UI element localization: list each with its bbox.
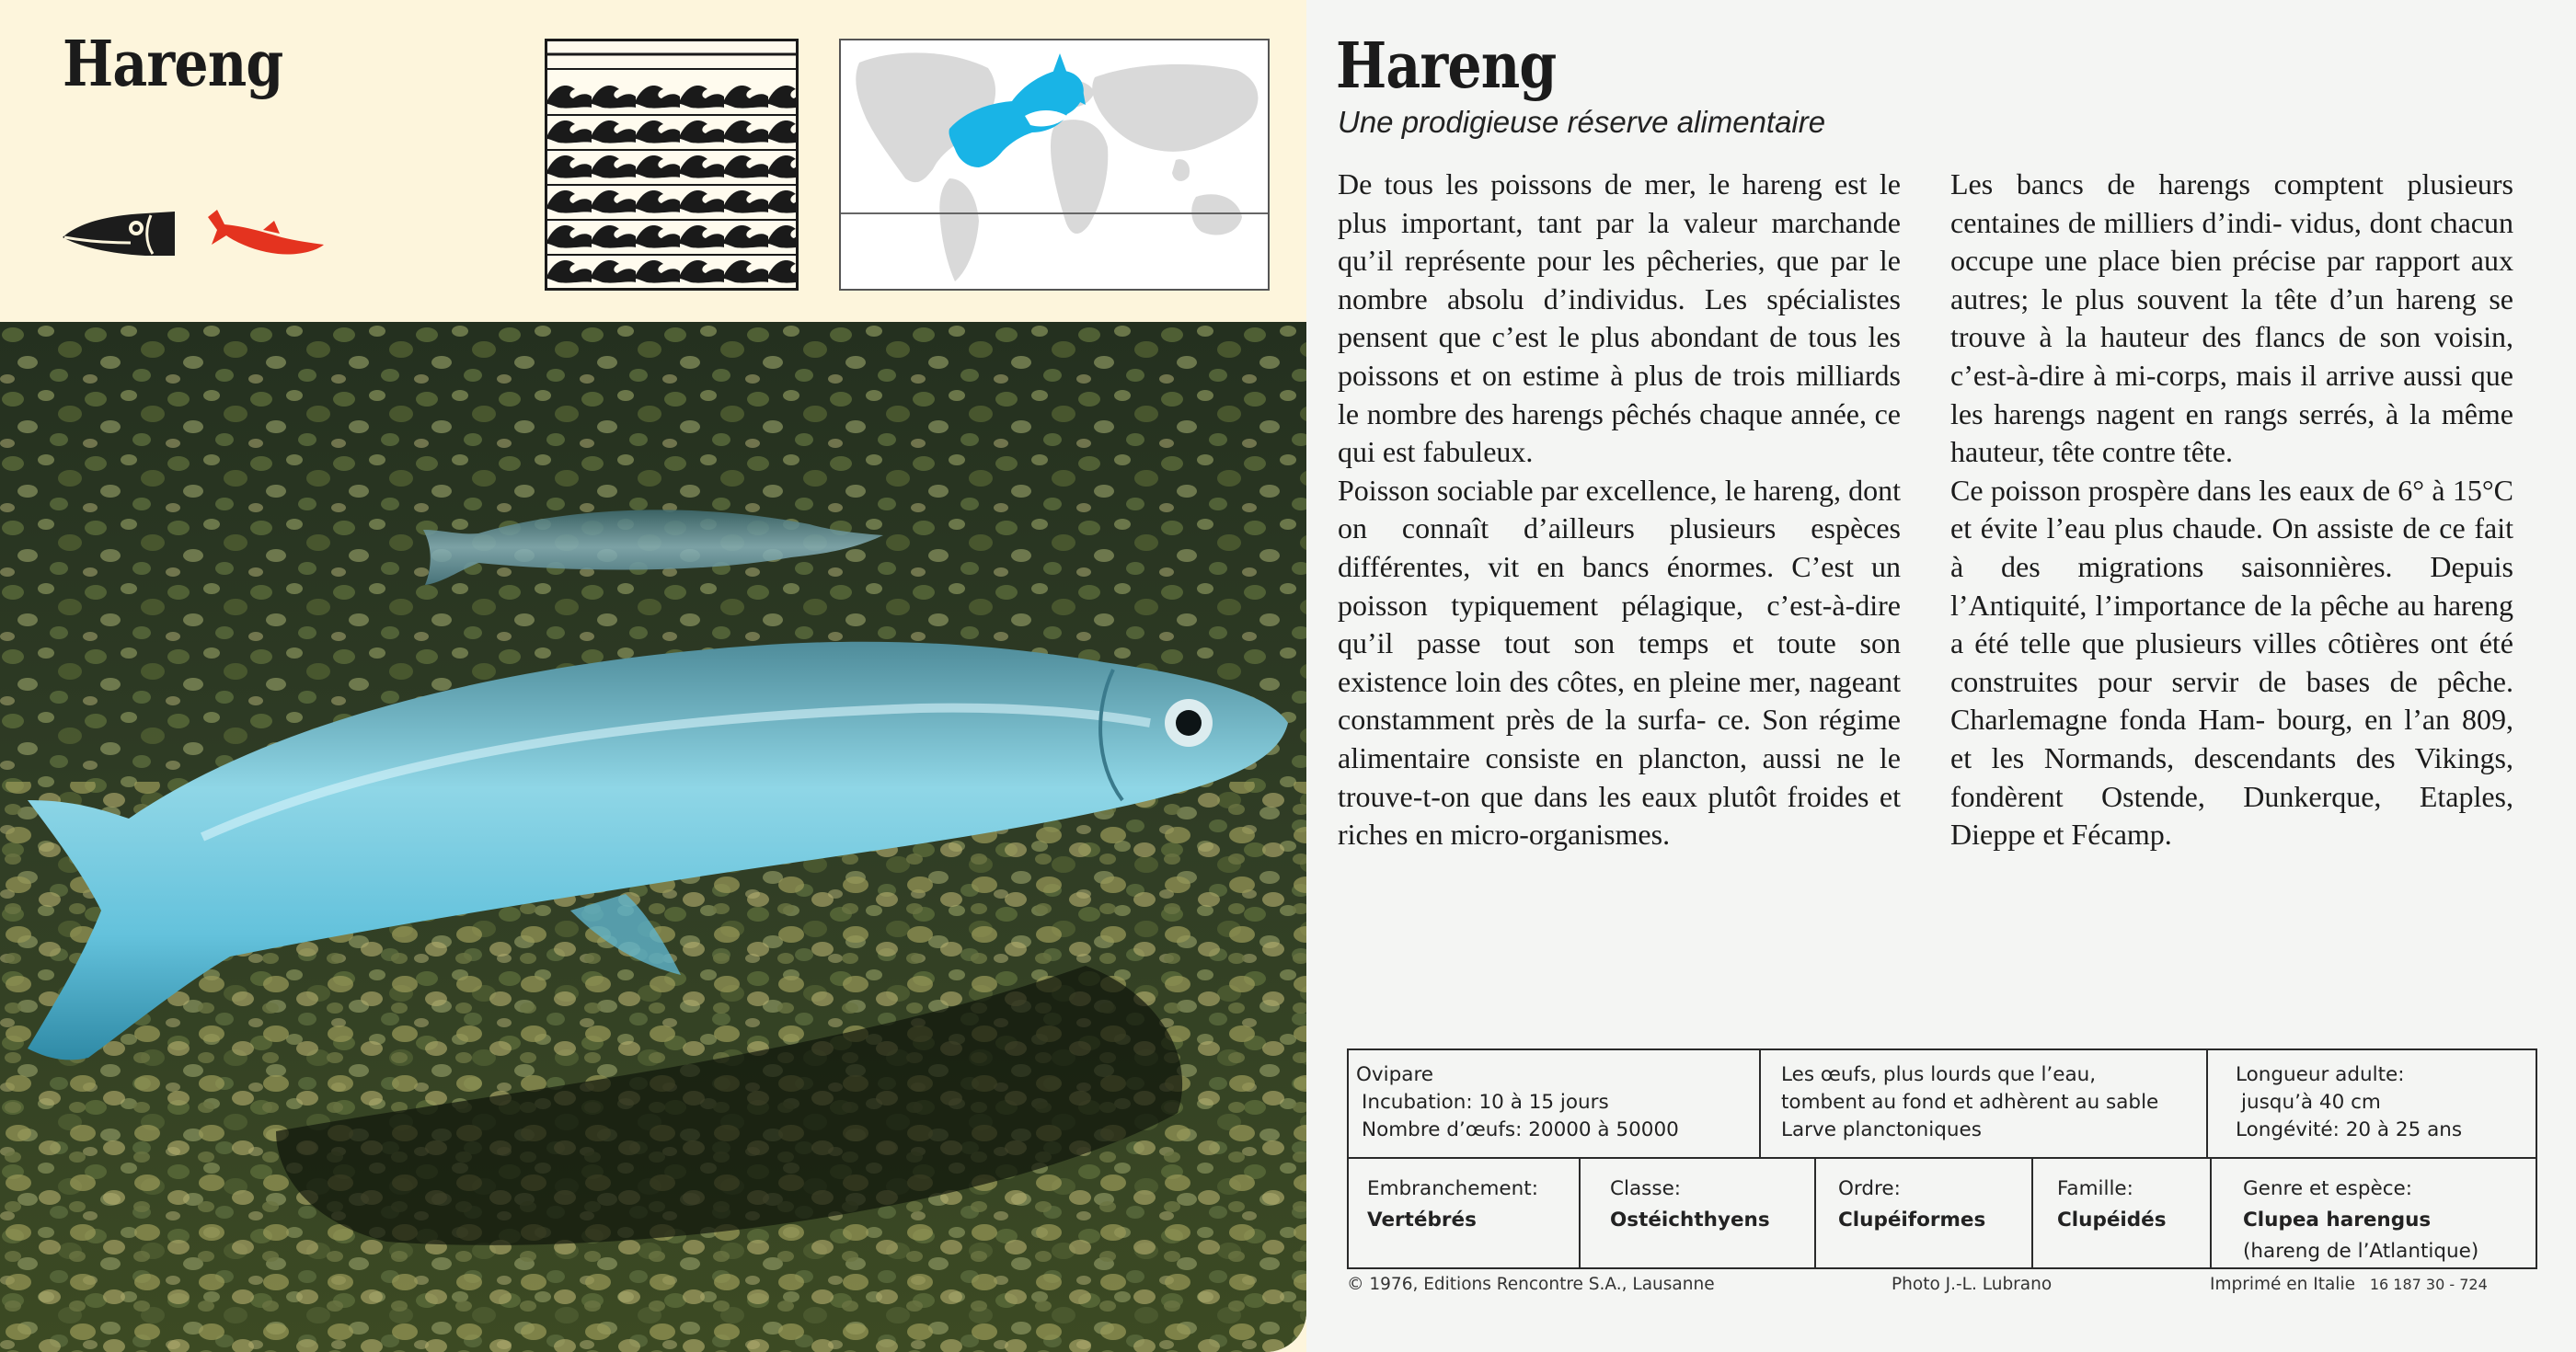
print-info [2210, 1275, 2488, 1294]
larva-info: Larve planctoniques [1781, 1118, 1982, 1141]
right-card-title: Hareng [1336, 29, 1557, 103]
eggs-info-line-1: Les œufs, plus lourds que l’eau, [1781, 1063, 2097, 1086]
size-cell [2208, 1050, 2536, 1157]
distribution-map [839, 39, 1270, 291]
info-table [1347, 1048, 2537, 1269]
ordre-value: Clupéiformes [1838, 1209, 1986, 1232]
genre-value: Clupea harengus [2243, 1209, 2432, 1232]
adult-length-value: jusqu’à 40 cm [2241, 1091, 2381, 1114]
text-column-1 [1338, 166, 1901, 854]
left-card-title: Hareng [63, 28, 283, 101]
paragraph-4: Ce poisson prospère dans les eaux de 6° à 15°C et évite l’eau plus chaude. On assiste de ce fait à des migrations saisonnières. Depuis l’Antiquité, l’importance de la pêche au hareng a été telle que plusieurs villes côtières ont été construites pour servir de bases de pêche. Charlemagne fonda Ham- bourg, en l’an 809, et les Normands, descendants des Vikings, fondèrent Ostende, Dunkerque, Etaples, Dieppe et Fécamp. [1950, 473, 2513, 852]
herring-photo-illustration [0, 322, 1306, 1352]
subtitle: Une prodigieuse réserve alimentaire [1338, 105, 1826, 139]
biology-row [1349, 1050, 2536, 1159]
text-column-2 [1950, 166, 2513, 854]
eggs-info-line-2: tombent au fond et adhèrent au sable [1781, 1091, 2159, 1114]
genre-label: Genre et espèce: [2243, 1177, 2413, 1200]
ordre-cell [1816, 1159, 2033, 1267]
photo-credit: Photo J.-L. Lubrano [1892, 1275, 2053, 1294]
taxonomy-row [1349, 1159, 2536, 1267]
eggs-cell [1761, 1050, 2208, 1157]
ordre-label: Ordre: [1838, 1177, 1901, 1200]
genre-cell [2212, 1159, 2536, 1267]
reproduction-cell [1349, 1050, 1761, 1157]
incubation-info: Incubation: 10 à 15 jours [1362, 1091, 1609, 1114]
classe-cell [1581, 1159, 1816, 1267]
habitat-waves-diagram [545, 39, 799, 291]
longevity-info: Longévité: 20 à 25 ans [2236, 1118, 2463, 1141]
embranchement-value: Vertébrés [1367, 1209, 1477, 1232]
egg-count-info: Nombre d’œufs: 20000 à 50000 [1362, 1118, 1679, 1141]
herring-head-silhouette-icon [61, 206, 177, 261]
famille-label: Famille: [2057, 1177, 2133, 1200]
paragraph-2: Poisson sociable par excellence, le hareng, dont on connaît d’ailleurs plusieurs espèces différentes, vit en bancs énormes. C’est un poisson typiquement pélagique, c’est-à-dire qu’il passe tout son temps et toute son existence loin des côtes, en pleine mer, nageant constamment près de la surfa- ce. Son régime alimentaire consiste en plancton, aussi ne le trouve-t-on que dans les eaux plutôt froides et riches en micro-organismes. [1338, 473, 1901, 852]
right-card [1306, 0, 2576, 1352]
famille-value: Clupéidés [2057, 1209, 2167, 1232]
printed-in: Imprimé en Italie [2210, 1275, 2355, 1294]
paragraph-3: Les bancs de harengs comptent plusieurs centaines de milliers d’indi- vidus, dont chacun occupe une place bien précise par rapport aux autres; le plus souvent la tête d’un hareng se trouve à la hauteur des flancs de son voisin, c’est-à-dire à mi-corps, mais il arrive aussi que les harengs nagent en rangs serrés, à la même hauteur, tête contre tête. [1950, 167, 2513, 469]
herring-photo [0, 322, 1306, 1352]
reproduction-type: Ovipare [1356, 1063, 1434, 1086]
classe-label: Classe: [1610, 1177, 1682, 1200]
embranchement-cell [1349, 1159, 1581, 1267]
copyright-text: © 1976, Editions Rencontre S.A., Lausanne [1347, 1275, 1715, 1294]
adult-length-label: Longueur adulte: [2236, 1063, 2405, 1086]
genre-common-name: (hareng de l’Atlantique) [2243, 1240, 2479, 1263]
world-distribution-map-icon [841, 40, 1268, 289]
classe-value: Ostéichthyens [1610, 1209, 1770, 1232]
fish-silhouette-icon [208, 204, 326, 265]
famille-cell [2033, 1159, 2212, 1267]
card-code: 16 187 30 - 724 [2369, 1276, 2488, 1293]
wave-habitat-icon [547, 41, 796, 288]
embranchement-label: Embranchement: [1367, 1177, 1538, 1200]
paragraph-1: De tous les poissons de mer, le hareng est le plus important, tant par la valeur marchande qu’il représente pour les pêcheries, que par le nombre absolu d’individus. Les spécialistes pensent que c’est le plus abondant de tous les poissons et on estime à plus de trois milliards le nombre des harengs pêchés chaque année, ce qui est fabuleux. [1338, 167, 1901, 469]
